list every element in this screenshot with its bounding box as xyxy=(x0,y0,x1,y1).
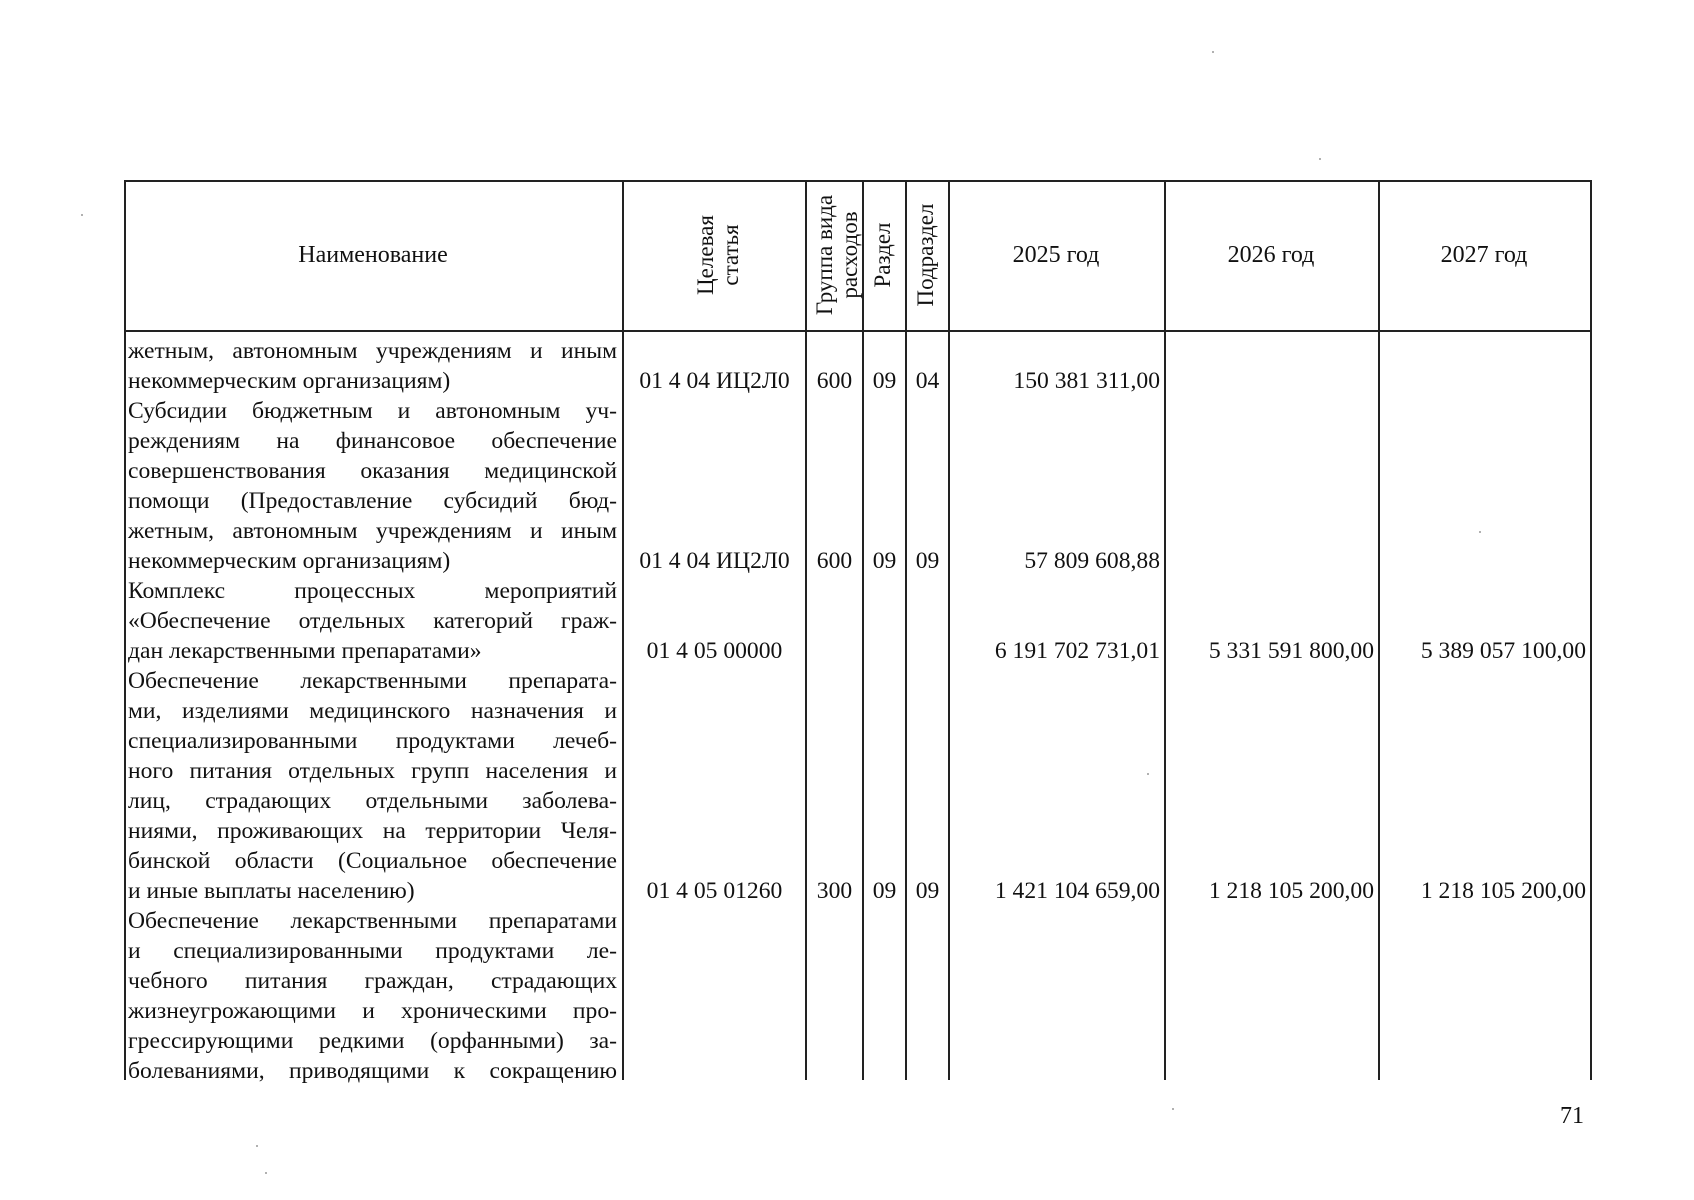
name-column-text xyxy=(128,336,617,1086)
scan-speck xyxy=(81,214,83,216)
header-subsection xyxy=(914,187,938,323)
name-line: реждениям на финансовое обеспечение xyxy=(128,428,617,454)
name-line: жетным, автономным учреждениям и иным xyxy=(128,518,617,544)
header-section xyxy=(871,187,895,323)
scan-speck xyxy=(265,1172,267,1174)
row-subsection: 04 xyxy=(915,368,940,394)
header-expense-group-l1: Группа вида xyxy=(812,194,837,316)
name-line: бинской области (Социальное обеспечение xyxy=(128,848,617,874)
header-name-text: Наименование xyxy=(298,241,448,268)
row-2025: 1 421 104 659,00 xyxy=(994,878,1160,904)
name-line: Обеспечение лекарственными препарата- xyxy=(128,668,617,694)
name-line: грессирующими редкими (орфанными) за- xyxy=(128,1028,617,1054)
header-name xyxy=(124,180,622,330)
header-2025 xyxy=(948,180,1164,330)
name-line: и иные выплаты населению) xyxy=(128,878,415,904)
header-expense-group xyxy=(812,187,862,323)
row-2025: 57 809 608,88 xyxy=(1024,548,1160,574)
name-line: и специализированными продуктами ле- xyxy=(128,938,617,964)
col-border xyxy=(622,180,624,1080)
row-subsection xyxy=(907,636,948,666)
name-line: некоммерческим организациям) xyxy=(128,368,451,394)
row-group: 600 xyxy=(816,368,853,394)
name-line: дан лекарственными препаратами» xyxy=(128,638,482,664)
col-border xyxy=(905,180,907,1080)
header-2027 xyxy=(1378,180,1590,330)
scan-speck xyxy=(1479,531,1481,533)
header-target-article-l2: статья xyxy=(717,224,743,286)
row-2027 xyxy=(1380,366,1586,396)
row-code: 01 4 04 ИЦ2Л0 xyxy=(639,368,790,394)
row-2027: 5 389 057 100,00 xyxy=(1420,638,1586,664)
scan-speck xyxy=(1147,773,1149,775)
header-section-text: Раздел xyxy=(870,222,895,288)
header-bottom-border xyxy=(124,330,1590,332)
row-group: 600 xyxy=(816,548,853,574)
page-number: 71 xyxy=(1560,1103,1584,1129)
scan-speck xyxy=(1172,1108,1174,1110)
row-2026 xyxy=(1166,366,1374,396)
name-line: Обеспечение лекарственными препаратами xyxy=(128,908,617,934)
header-target-article xyxy=(693,187,743,323)
header-2026-text: 2026 год xyxy=(1227,241,1315,268)
scan-speck xyxy=(256,1145,258,1147)
row-section: 09 xyxy=(872,878,897,904)
name-line: жизнеугрожающими и хроническими про- xyxy=(128,998,617,1024)
name-line: ниями, проживающих на территории Челя- xyxy=(128,818,617,844)
header-2027-text: 2027 год xyxy=(1440,241,1528,268)
name-line: некоммерческим организациям) xyxy=(128,548,451,574)
name-line: жетным, автономным учреждениям и иным xyxy=(128,338,617,364)
name-line: помощи (Предоставление субсидий бюд- xyxy=(128,488,617,514)
header-expense-group-l2: расходов xyxy=(836,211,862,299)
col-border xyxy=(805,180,807,1080)
name-line: совершенствования оказания медицинской xyxy=(128,458,617,484)
row-code: 01 4 05 00000 xyxy=(646,638,783,664)
name-line: Комплекс процессных мероприятий xyxy=(128,578,617,604)
row-section xyxy=(864,636,905,666)
scan-speck xyxy=(1212,51,1214,53)
col-border xyxy=(1590,180,1592,1080)
row-section: 09 xyxy=(872,368,897,394)
scan-speck xyxy=(1319,158,1321,160)
row-subsection: 09 xyxy=(915,548,940,574)
header-target-article-l1: Целевая xyxy=(693,215,718,295)
row-subsection: 09 xyxy=(915,878,940,904)
name-line: «Обеспечение отдельных категорий граж- xyxy=(128,608,617,634)
name-line: ного питания отдельных групп населения и xyxy=(128,758,617,784)
row-2026: 1 218 105 200,00 xyxy=(1208,878,1374,904)
name-line: лиц, страдающих отдельными заболева- xyxy=(128,788,617,814)
budget-table xyxy=(124,180,1590,1084)
row-code: 01 4 05 01260 xyxy=(646,878,783,904)
row-2027: 1 218 105 200,00 xyxy=(1420,878,1586,904)
row-code: 01 4 04 ИЦ2Л0 xyxy=(639,548,790,574)
row-group: 300 xyxy=(816,878,853,904)
row-2026 xyxy=(1166,546,1374,576)
name-line: болеваниями, приводящими к сокращению xyxy=(128,1058,617,1084)
header-2026 xyxy=(1164,180,1378,330)
row-group xyxy=(807,636,862,666)
name-line: Субсидии бюджетным и автономным уч- xyxy=(128,398,617,424)
row-2025: 150 381 311,00 xyxy=(1013,368,1160,394)
name-line: специализированными продуктами лечеб- xyxy=(128,728,617,754)
row-2025: 6 191 702 731,01 xyxy=(994,638,1160,664)
row-2026: 5 331 591 800,00 xyxy=(1208,638,1374,664)
header-subsection-text: Подраздел xyxy=(913,203,938,307)
header-2025-text: 2025 год xyxy=(1012,241,1100,268)
row-section: 09 xyxy=(872,548,897,574)
name-line: ми, изделиями медицинского назначения и xyxy=(128,698,617,724)
row-2027 xyxy=(1380,546,1586,576)
name-line: чебного питания граждан, страдающих xyxy=(128,968,617,994)
